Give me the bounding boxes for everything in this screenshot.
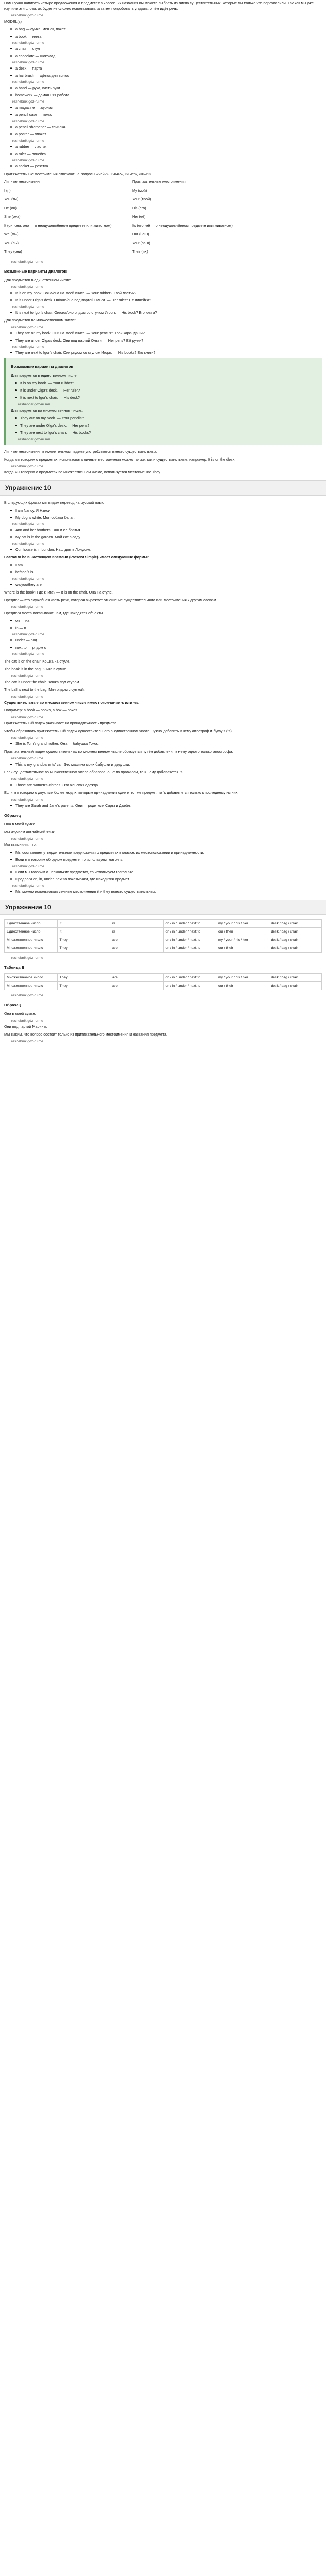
list-item: a hairbrush — щётка для волос	[10, 73, 322, 78]
table-cell: on / in / under / next to	[163, 974, 216, 982]
watermark-text: reshebnik.gdz-ru.me	[12, 305, 44, 309]
list-item: This is my grandparents' car. Это машина моих бабушки и дедушки.	[10, 761, 322, 767]
table-cell: They	[57, 982, 110, 990]
pronoun-cell: My (мой)	[132, 188, 148, 193]
watermark-text: reshebnik.gdz-ru.me	[11, 994, 43, 997]
list-item: Если мы говорим об одном предмете, то используем глагол is.	[10, 857, 322, 862]
list-item: Our house is in London. Наш дом в Лондоне.	[10, 547, 322, 552]
list-item: My cat is in the garden. Мой кот в саду.	[10, 534, 322, 540]
table-cell: our / their	[216, 928, 269, 936]
list-item: under — под	[10, 637, 322, 643]
paragraph: Предлоги места показывают нам, где находятся объекты.	[4, 611, 104, 615]
list-item: in — в	[10, 625, 322, 631]
list-item: on — на	[10, 618, 322, 623]
watermark-text: reshebnik.gdz-ru.me	[11, 777, 43, 781]
paragraph: Мы выяснили, что:	[4, 842, 37, 847]
pronoun-cell: Your (ваш)	[132, 241, 150, 245]
section-label: Возможные варианты диалогов	[4, 269, 67, 274]
highlight-title: Возможные варианты диалогов	[11, 364, 74, 369]
pronoun-cell: We (мы)	[4, 232, 19, 236]
pronoun-cell: Притяжательные местоимения	[132, 179, 186, 184]
watermark-text: reshebnik.gdz-ru.me	[18, 403, 50, 406]
exercise-title: Упражнение 10	[5, 484, 51, 492]
table-cell: on / in / under / next to	[163, 982, 216, 990]
highlight-intro: Для предметов в единственном числе:	[11, 373, 78, 378]
list-item: They are on my book. — Your pencils?	[15, 415, 318, 421]
bullet-list	[4, 741, 322, 747]
list-item: They are under Olga's desk. — Her pens?	[15, 422, 318, 428]
paragraph: MODEL(s)	[4, 19, 22, 24]
paragraph: Притяжательные местоимения отвечают на вопросы «чей?», «чья?», «чьё?», «чьи?».	[4, 172, 152, 176]
list-item: Ann and her brothers. Энн и её братья.	[10, 527, 322, 533]
watermark-text: reshebnik.gdz-ru.me	[11, 716, 43, 719]
list-item: My dog is white. Моя собака белая.	[10, 515, 322, 520]
table-cell: on / in / under / next to	[163, 944, 216, 953]
pronoun-cell: You (вы)	[4, 241, 19, 245]
watermark-text: reshebnik.gdz-ru.me	[11, 674, 43, 678]
paragraph: Личные местоимения в именительном падеже употребляются вместо существительных.	[4, 449, 157, 454]
table-row	[5, 928, 322, 936]
table-cell: desk / bag / chair	[269, 936, 322, 944]
table-cell: my / your / his / her	[216, 936, 269, 944]
paragraph: Она в моей сумке.	[4, 1011, 36, 1016]
paragraph: Для предметов в единственном числе:	[4, 278, 71, 282]
paragraph: Where is the book? Где книга? — It is on the chair. Она на стуле.	[4, 590, 113, 595]
list-item: a ruler — линейка	[10, 151, 322, 157]
exercise-title: Упражнение 10	[5, 904, 51, 911]
pronoun-cell: They (они)	[4, 249, 22, 254]
table-cell: our / their	[216, 944, 269, 953]
watermark-text: reshebnik.gdz-ru.me	[11, 465, 43, 468]
table-cell: Единственное число	[5, 928, 58, 936]
watermark-text: reshebnik.gdz-ru.me	[12, 652, 44, 656]
table-cell: our / their	[216, 982, 269, 990]
table-cell: desk / bag / chair	[269, 974, 322, 982]
table-cell: are	[110, 974, 164, 982]
watermark-text: reshebnik.gdz-ru.me	[12, 345, 44, 349]
pronoun-cell: Личные местоимения	[4, 179, 42, 184]
watermark-text: reshebnik.gdz-ru.me	[11, 326, 43, 329]
list-item: Мы можем использовать личные местоимения it и they вместо существительных.	[10, 889, 322, 894]
list-item: a hand — рука, кисть руки	[10, 85, 322, 91]
bullet-list	[4, 290, 322, 315]
table-cell: Множественное число	[5, 974, 58, 982]
bullet-list	[4, 507, 322, 552]
pronoun-cell: He (он)	[4, 206, 17, 210]
table-cell: desk / bag / chair	[269, 944, 322, 953]
paragraph: Чтобы образовать притяжательный падеж существительного в единственном числе, нужно добавить к нему апостроф и букву s ('s).	[4, 728, 233, 733]
table-cell: are	[110, 944, 164, 953]
list-item: Предлоги on, in, under, next to показывают, где находится предмет.	[10, 876, 322, 882]
paragraph: The cat is on the chair. Кошка на стуле.	[4, 659, 71, 664]
table-cell: Множественное число	[5, 936, 58, 944]
pronoun-cell: It (он, она, оно — о неодушевлённом предмете или животном)	[4, 223, 112, 228]
watermark-text: reshebnik.gdz-ru.me	[12, 100, 44, 104]
watermark-text: reshebnik.gdz-ru.me	[12, 80, 44, 84]
exercise-table	[4, 919, 322, 953]
watermark-text: reshebnik.gdz-ru.me	[18, 438, 50, 442]
list-item: They are next to Igor's chair. Они рядом со стулом Игоря. — His books? Его книги?	[10, 350, 322, 355]
paragraph: Существительные во множественном числе имеют окончание -s или -es.	[4, 700, 140, 705]
pronoun-cell: Their (их)	[132, 249, 148, 254]
list-item: They are on my book. Они на моей книге. — Your pencils? Твои карандаши?	[10, 330, 322, 336]
list-item: a poster — плакат	[10, 131, 322, 137]
paragraph: Когда мы говорим о предметах во множественном числе, используется местоимение They.	[4, 470, 161, 474]
watermark-text: reshebnik.gdz-ru.me	[11, 260, 43, 264]
pronoun-cell: His (его)	[132, 206, 146, 210]
list-item: It is next to Igor's chair. Он/она/оно рядом со стулом Игоря. — His book? Его книга?	[10, 310, 322, 315]
list-item: a chair — стул	[10, 46, 322, 52]
pronoun-cell: I (я)	[4, 188, 11, 193]
pronoun-cell: Her (её)	[132, 214, 146, 219]
watermark-text: reshebnik.gdz-ru.me	[11, 798, 43, 802]
table-row	[5, 982, 322, 990]
table-cell: are	[110, 982, 164, 990]
watermark-text: reshebnik.gdz-ru.me	[11, 1040, 43, 1043]
table-cell: is	[110, 928, 164, 936]
list-item: It is under Olga's desk. — Her ruler?	[15, 387, 318, 393]
list-item: Мы составляем утвердительные предложения о предметах в классе, их местоположении и принадлежности.	[10, 850, 322, 855]
table-row	[5, 944, 322, 953]
table-cell: They	[57, 936, 110, 944]
worksheet-page	[0, 0, 326, 1044]
bullet-list	[4, 562, 322, 587]
watermark-text: reshebnik.gdz-ru.me	[12, 542, 44, 546]
list-item: a pencil case — пенал	[10, 112, 322, 117]
list-item: I am	[10, 562, 322, 568]
exercise-table	[4, 973, 322, 990]
bullet-list	[4, 330, 322, 355]
paragraph: Притяжательный падеж существительных во множественном числе образуется путём добавления к нему одного только апострофа.	[4, 749, 233, 754]
table-cell: They	[57, 974, 110, 982]
watermark-text: reshebnik.gdz-ru.me	[11, 736, 43, 740]
watermark-text: reshebnik.gdz-ru.me	[11, 757, 43, 760]
list-item: I am Nancy. Я Нэнси.	[10, 507, 322, 513]
table-cell: are	[110, 936, 164, 944]
table-cell: my / your / his / her	[216, 974, 269, 982]
pronoun-cell: Your (твой)	[132, 197, 151, 201]
list-item: a pencil sharpener — точилка	[10, 124, 322, 130]
exercise-header	[0, 480, 326, 496]
table-cell: desk / bag / chair	[269, 982, 322, 990]
watermark-text: reshebnik.gdz-ru.me	[12, 41, 44, 45]
paragraph: В следующих фразах мы видим перевод на русский язык.	[4, 500, 104, 505]
paragraph: Если мы говорим о двух или более людях, которым принадлежит один и тот же предмет, то 's добавляется только к последнему из них.	[4, 790, 239, 795]
watermark-text: reshebnik.gdz-ru.me	[12, 120, 44, 123]
list-item: next to — рядом с	[10, 645, 322, 650]
list-item: a socket — розетка	[10, 163, 322, 169]
bullet-list	[4, 26, 322, 169]
watermark-text: reshebnik.gdz-ru.me	[11, 14, 43, 18]
list-item: Those are women's clothes. Это женская одежда.	[10, 782, 322, 788]
list-item: homework — домашняя работа	[10, 92, 322, 98]
table-row	[5, 974, 322, 982]
highlight-box	[4, 358, 322, 445]
paragraph: The ball is next to the bag. Мяч рядом с сумкой.	[4, 687, 85, 692]
table-cell: They	[57, 944, 110, 953]
table-cell: my / your / his / her	[216, 920, 269, 928]
table-cell: is	[110, 920, 164, 928]
personal-pronouns-column	[4, 179, 118, 258]
watermark-text: reshebnik.gdz-ru.me	[12, 577, 44, 581]
paragraph: Для предметов во множественном числе:	[4, 318, 76, 323]
table-cell: on / in / under / next to	[163, 928, 216, 936]
watermark-text: reshebnik.gdz-ru.me	[11, 285, 43, 289]
section-label: Образец	[4, 813, 21, 818]
list-item: They are next to Igor's chair. — His books?	[15, 430, 318, 435]
list-item: They are Sarah and Jane's parents. Они — родители Сары и Джейн.	[10, 803, 322, 808]
bullet-list	[4, 761, 322, 767]
watermark-text: reshebnik.gdz-ru.me	[12, 865, 44, 868]
section-label: Таблица Б	[4, 965, 25, 970]
list-item: They are under Olga's desk. Они под партой Ольги. — Her pens? Её ручки?	[10, 337, 322, 343]
paragraph: Если существительное во множественном числе образовано не по правилам, то к нему добавляется 's.	[4, 770, 184, 774]
watermark-text: reshebnik.gdz-ru.me	[12, 61, 44, 64]
list-item: he/she/it is	[10, 569, 322, 575]
watermark-text: reshebnik.gdz-ru.me	[11, 956, 43, 960]
watermark-text: reshebnik.gdz-ru.me	[12, 159, 44, 162]
list-item: a magazine — журнал	[10, 105, 322, 110]
list-item: a desk — парта	[10, 65, 322, 71]
table-cell: on / in / under / next to	[163, 920, 216, 928]
list-item: It is under Olga's desk. Он/она/оно под партой Ольги. — Her ruler? Её линейка?	[10, 297, 322, 303]
possessive-pronouns-column	[132, 179, 246, 258]
list-item: Если мы говорим о нескольких предметах, то используем глагол are.	[10, 869, 322, 875]
list-item: It is next to Igor's chair. — His desk?	[15, 395, 318, 400]
list-item: It is on my book. Вона/она на моей книге. — Your rubber? Твой ластик?	[10, 290, 322, 296]
bullet-list	[4, 618, 322, 656]
bullet-list	[4, 803, 322, 808]
pronoun-cell: She (она)	[4, 214, 21, 219]
pronoun-cell: Our (наш)	[132, 232, 149, 236]
paragraph: Предлог — это служебная часть речи, которая выражает отношение существительного или местоимения к другим словам.	[4, 598, 217, 602]
paragraph: Притяжательный падеж указывает на принадлежность предмета.	[4, 721, 118, 725]
section-label: Образец	[4, 1003, 21, 1007]
watermark-text: reshebnik.gdz-ru.me	[11, 1019, 43, 1023]
watermark-text: reshebnik.gdz-ru.me	[12, 522, 44, 526]
watermark-text: reshebnik.gdz-ru.me	[11, 605, 43, 609]
watermark-text: reshebnik.gdz-ru.me	[11, 837, 43, 841]
table-cell: on / in / under / next to	[163, 936, 216, 944]
watermark-text: reshebnik.gdz-ru.me	[12, 633, 44, 636]
paragraph: Глагол to be в настоящем времени (Present Simple) имеет следующие формы:	[4, 555, 149, 560]
pronoun-cell: Its (его, её — о неодушевлённом предмете или животном)	[132, 223, 233, 228]
highlight-intro: Для предметов во множественном числе:	[11, 408, 83, 413]
list-item: a bag — сумка, мешок, пакет	[10, 26, 322, 32]
table-cell: Множественное число	[5, 944, 58, 953]
table-cell: It	[57, 920, 110, 928]
paragraph: Например: a book — books, a box — boxes.	[4, 708, 78, 713]
table-row	[5, 936, 322, 944]
paragraph: The book is in the bag. Книга в сумке.	[4, 667, 68, 671]
list-item: a book — книга	[10, 33, 322, 39]
table-cell: It	[57, 928, 110, 936]
bullet-list	[4, 850, 322, 894]
highlight-list	[11, 415, 318, 435]
bullet-list	[4, 782, 322, 788]
watermark-text: reshebnik.gdz-ru.me	[12, 139, 44, 143]
paragraph: Они под партой Марины.	[4, 1024, 47, 1029]
watermark-text: reshebnik.gdz-ru.me	[11, 695, 43, 699]
highlight-list	[11, 380, 318, 400]
paragraph: Нам нужно написать четыре предложения о предметах в классе, их названия вы можете выбрать из числа существительных, которые мы только что перечислили. Так как мы уже изучили эти слова, их будет не сложно использовать, а затем попробовать угадать, о чём идёт речь.	[4, 1, 314, 11]
paragraph: Она в моей сумке.	[4, 822, 36, 826]
exercise-header	[0, 900, 326, 915]
table-cell: Единственное число	[5, 920, 58, 928]
paragraph: Мы видим, что вопрос состоит только из притяжательного местоимения и названия предмета.	[4, 1032, 167, 1037]
list-item: It is on my book. — Your rubber?	[15, 380, 318, 386]
paragraph: Когда мы говорим о предметах, использовать личные местоимения можно так же, как и существительные, например: It is on the desk.	[4, 457, 236, 462]
table-cell: desk / bag / chair	[269, 928, 322, 936]
table-cell: desk / bag / chair	[269, 920, 322, 928]
paragraph: Мы изучаем английский язык.	[4, 829, 56, 834]
list-item: She is Tom's grandmother. Она — бабушка Тома.	[10, 741, 322, 747]
list-item: a chocolate — шоколад	[10, 53, 322, 59]
list-item: a rubber — ластик	[10, 144, 322, 149]
pronoun-columns	[4, 179, 322, 258]
pronoun-cell: You (ты)	[4, 197, 19, 201]
paragraph: The cat is under the chair. Кошка под стулом.	[4, 680, 80, 684]
table-row	[5, 920, 322, 928]
table-cell: Множественное число	[5, 982, 58, 990]
list-item: we/you/they are	[10, 582, 322, 587]
watermark-text: reshebnik.gdz-ru.me	[12, 884, 44, 888]
